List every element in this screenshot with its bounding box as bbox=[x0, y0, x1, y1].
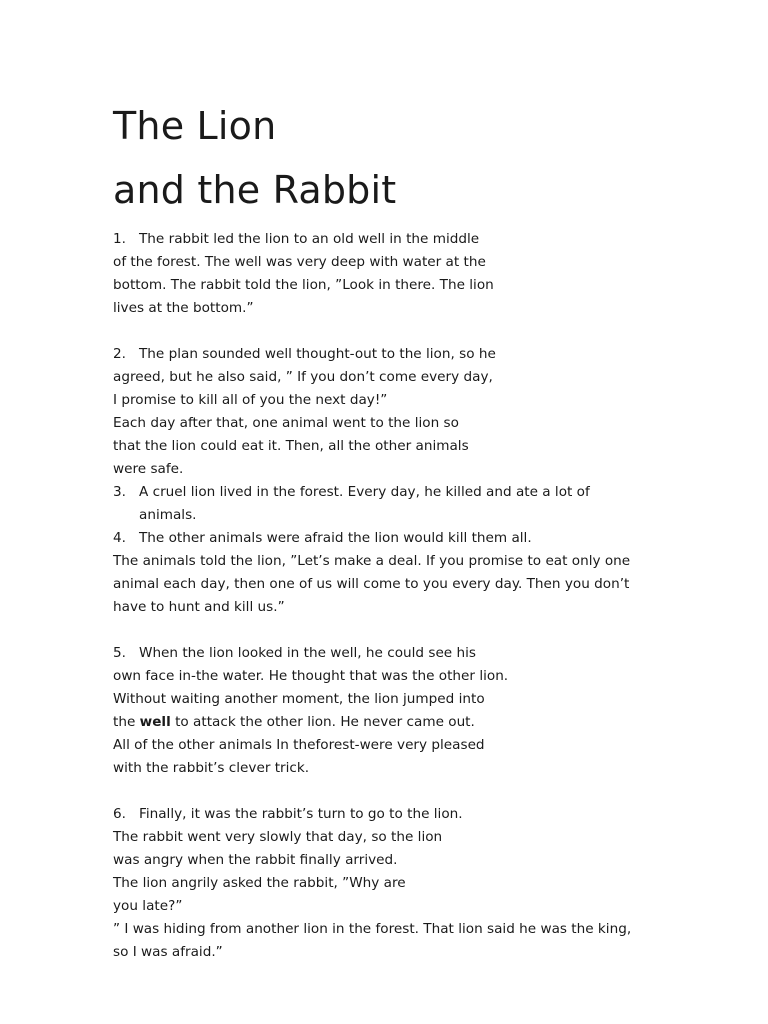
text-line: you late?” bbox=[113, 898, 183, 914]
paragraph-2 bbox=[113, 343, 673, 481]
text-line: The rabbit went very slowly that day, so the lion bbox=[113, 829, 443, 845]
text-line: of the forest. The well was very deep with water at the bbox=[113, 254, 486, 270]
text-line bbox=[113, 481, 673, 504]
text-line bbox=[113, 343, 673, 366]
text-line: I promise to kill all of you the next day!” bbox=[113, 392, 388, 408]
text-line bbox=[113, 803, 673, 826]
text-line: Each day after that, one animal went to the lion so bbox=[113, 415, 459, 431]
text-line: animals. bbox=[139, 507, 197, 523]
text-line: animal each day, then one of us will come to you every day. Then you don’t bbox=[113, 576, 630, 592]
list-number: 1. bbox=[113, 231, 126, 247]
list-number: 4. bbox=[113, 530, 126, 546]
text-line: that the lion could eat it. Then, all the other animals bbox=[113, 438, 469, 454]
text-span: When the lion looked in the well, he could see his bbox=[139, 645, 476, 661]
text-line: All of the other animals In theforest-were very pleased bbox=[113, 737, 485, 753]
list-number: 6. bbox=[113, 806, 126, 822]
bold-word: well bbox=[139, 714, 171, 730]
text-line bbox=[113, 711, 673, 734]
title-line-2: and the Rabbit bbox=[113, 168, 397, 212]
text-line: was angry when the rabbit finally arrived. bbox=[113, 852, 398, 868]
document-page bbox=[113, 94, 673, 964]
paragraph-1 bbox=[113, 228, 673, 320]
list-number: 5. bbox=[113, 645, 126, 661]
text-line: were safe. bbox=[113, 461, 184, 477]
text-line: with the rabbit’s clever trick. bbox=[113, 760, 310, 776]
paragraph-3 bbox=[113, 481, 673, 527]
text-line bbox=[113, 228, 673, 251]
text-line: lives at the bottom.” bbox=[113, 300, 254, 316]
text-line: have to hunt and kill us.” bbox=[113, 599, 285, 615]
text-line: The animals told the lion, ”Let’s make a deal. If you promise to eat only one bbox=[113, 553, 631, 569]
paragraph-gap bbox=[113, 619, 673, 642]
text-line: The lion angrily asked the rabbit, ”Why are bbox=[113, 875, 406, 891]
paragraph-6 bbox=[113, 803, 673, 964]
text-line: agreed, but he also said, ” If you don’t come every day, bbox=[113, 369, 493, 385]
text-span: the bbox=[113, 714, 140, 730]
text-line: own face in-the water. He thought that was the other lion. bbox=[113, 668, 509, 684]
story-body bbox=[113, 228, 673, 964]
text-span: A cruel lion lived in the forest. Every day, he killed and ate a lot of bbox=[139, 484, 590, 500]
text-line: ” I was hiding from another lion in the forest. That lion said he was the king, bbox=[113, 921, 632, 937]
text-line: Without waiting another moment, the lion jumped into bbox=[113, 691, 485, 707]
text-span: The plan sounded well thought-out to the lion, so he bbox=[139, 346, 496, 362]
text-line: bottom. The rabbit told the lion, ”Look in there. The lion bbox=[113, 277, 494, 293]
list-number: 2. bbox=[113, 346, 126, 362]
paragraph-gap bbox=[113, 320, 673, 343]
text-line: so I was afraid.” bbox=[113, 944, 223, 960]
paragraph-5 bbox=[113, 642, 673, 780]
paragraph-4 bbox=[113, 527, 673, 619]
title-line-1: The Lion bbox=[113, 104, 277, 148]
paragraph-gap bbox=[113, 780, 673, 803]
text-line bbox=[113, 527, 673, 550]
text-span: to attack the other lion. He never came out. bbox=[170, 714, 475, 730]
text-span: Finally, it was the rabbit’s turn to go to the lion. bbox=[139, 806, 463, 822]
text-line bbox=[113, 642, 673, 665]
list-number: 3. bbox=[113, 484, 126, 500]
text-span: The other animals were afraid the lion would kill them all. bbox=[139, 530, 532, 546]
document-title bbox=[113, 94, 673, 222]
text-span: The rabbit led the lion to an old well in the middle bbox=[139, 231, 480, 247]
